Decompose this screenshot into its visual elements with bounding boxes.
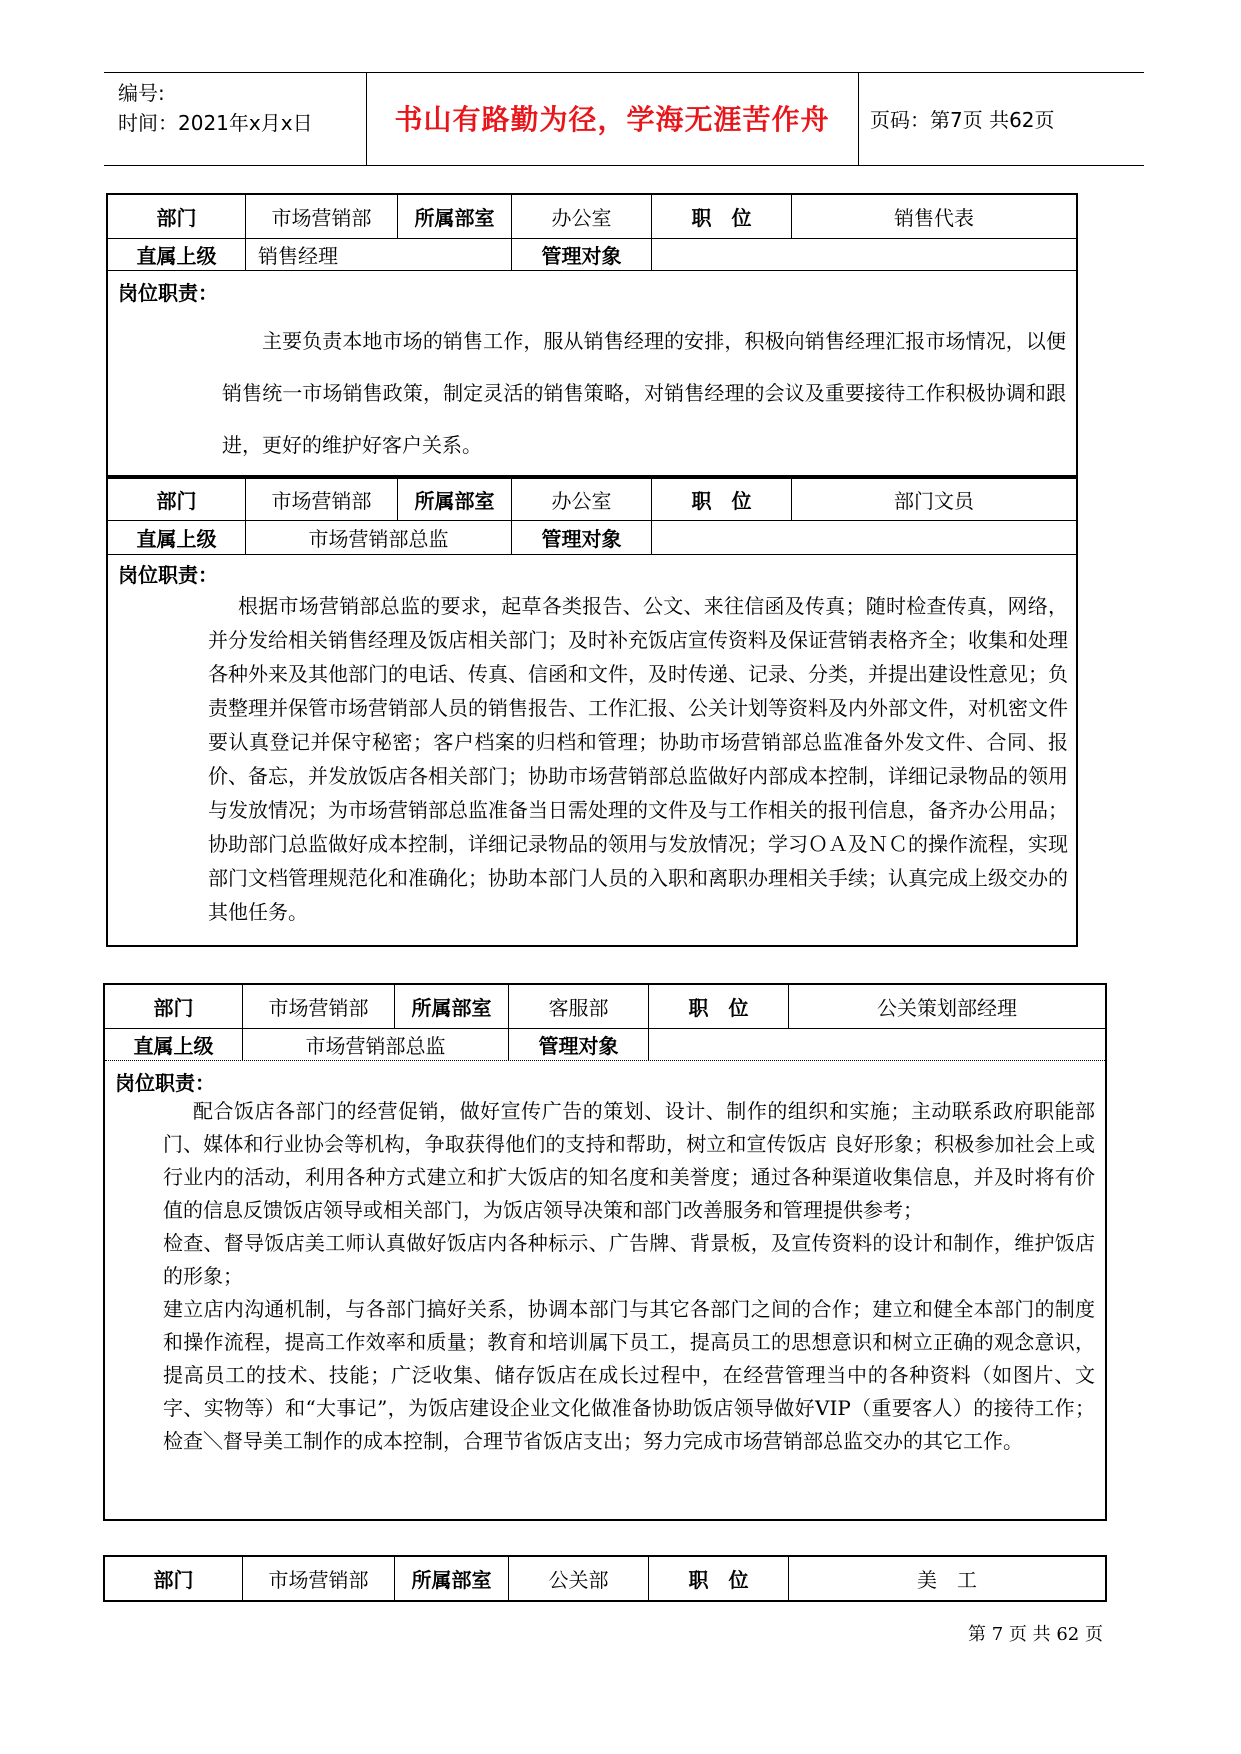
page-footer: 第 7 页 共 62 页	[968, 1624, 1103, 1645]
supervisor-value: 市场营销部总监	[243, 1029, 509, 1060]
duties-label: 岗位职责：	[118, 563, 218, 587]
block-row-dept	[105, 1557, 1105, 1600]
position-value: 美 工	[917, 1568, 977, 1592]
section-value: 公关部	[509, 1557, 649, 1600]
header-top-rule	[104, 72, 1144, 73]
section-label: 所属部室	[398, 195, 512, 238]
supervisor-label: 直属上级	[108, 521, 246, 554]
dept-value: 市场营销部	[246, 479, 398, 520]
position-value: 部门文员	[894, 489, 974, 513]
dept-label: 部门	[105, 985, 243, 1028]
dept-value: 市场营销部	[243, 1557, 395, 1600]
header-divider	[858, 72, 859, 166]
supervisor-value: 销售经理	[246, 239, 512, 270]
job-block-dept-clerk	[106, 477, 1078, 947]
position-label: 职 位	[649, 985, 789, 1028]
header-meta	[118, 78, 313, 138]
section-label: 所属部室	[395, 1557, 509, 1600]
job-block-pr-manager	[103, 983, 1107, 1521]
position-label: 职 位	[652, 479, 792, 520]
supervisor-label: 直属上级	[108, 239, 246, 270]
supervisor-value: 市场营销部总监	[246, 521, 512, 554]
manages-value	[652, 239, 1076, 270]
position-value: 公关策划部经理	[877, 996, 1017, 1020]
dept-value: 市场营销部	[246, 195, 398, 238]
duties-label: 岗位职责：	[118, 281, 218, 305]
section-value: 办公室	[512, 195, 652, 238]
block-row-supervisor	[108, 521, 1076, 555]
duties-paragraph: 建立店内沟通机制，与各部门搞好关系，协调本部门与其它各部门之间的合作；建立和健全本部门的制度和操作流程，提高工作效率和质量；教育和培训属下员工，提高员工的思想意识和树立正确的观念意识，提高员工的技术、技能；广泛收集、储存饭店在成长过程中，在经营管理当中的各种资料（如图片、文字、实物等）和“大事记”，为饭店建设企业文化做准备协助饭店领导做好VIP（重要客人）的接待工作；检查＼督导美工制作的成本控制，合理节省饭店支出；努力完成市场营销部总监交办的其它工作。	[163, 1297, 1095, 1453]
duties-paragraph: 配合饭店各部门的经营促销，做好宣传广告的策划、设计、制作的组织和实施；主动联系政府职能部门、媒体和行业协会等机构，争取获得他们的支持和帮助，树立和宣传饭店 良好形象；积极参加社会上或行业内的活动，利用各种方式建立和扩大饭店的知名度和美誉度；通过各种渠道收集信息，并及时将有价值的信息反馈饭店领导或相关部门，为饭店领导决策和部门改善服务和管理提供参考；	[163, 1099, 1095, 1222]
duties-text: 根据市场营销部总监的要求，起草各类报告、公文、来往信函及传真；随时检查传真，网络，并分发给相关销售经理及饭店相关部门；及时补充饭店宣传资料及保证营销表格齐全；收集和处理各种外来及其他部门的电话、传真、信函和文件，及时传递、记录、分类，并提出建设性意见；负责整理并保管市场营销部人员的销售报告、工作汇报、公关计划等资料及内外部文件，对机密文件要认真登记并保守秘密；客户档案的归档和管理；协助市场营销部总监准备外发文件、合同、报价、备忘，并发放饭店各相关部门；协助市场营销部总监做好内部成本控制，详细记录物品的领用与发放情况；为市场营销部总监准备当日需处理的文件及与工作相关的报刊信息，备齐办公用品；协助部门总监做好成本控制，详细记录物品的领用与发放情况；学习ＯＡ及ＮＣ的操作流程，实现部门文档管理规范化和准确化；协助本部门人员的入职和离职办理相关手续；认真完成上级交办的其他任务。	[208, 594, 1068, 924]
header-bottom-rule	[104, 165, 1144, 166]
duties-label: 岗位职责：	[115, 1071, 215, 1095]
job-block-artist	[103, 1555, 1107, 1602]
position-label: 职 位	[652, 195, 792, 238]
manages-label: 管理对象	[512, 521, 652, 554]
page-header	[104, 72, 1144, 166]
block-row-dept	[108, 479, 1076, 521]
dept-label: 部门	[105, 1557, 243, 1600]
serial-label: 编号:	[118, 81, 165, 105]
header-divider	[366, 72, 367, 166]
job-block-sales-rep	[106, 193, 1078, 477]
manages-label: 管理对象	[509, 1029, 649, 1060]
block-row-supervisor	[108, 239, 1076, 271]
position-label: 职 位	[649, 1557, 789, 1600]
header-motto: 书山有路勤为径，学海无涯苦作舟	[394, 103, 830, 136]
block-row-dept	[105, 985, 1105, 1029]
block-row-supervisor	[105, 1029, 1105, 1061]
time-label: 时间：2021年x月x日	[118, 111, 313, 135]
section-value: 办公室	[512, 479, 652, 520]
duties-text: 主要负责本地市场的销售工作，服从销售经理的安排，积极向销售经理汇报市场情况，以便销售统一市场销售政策，制定灵活的销售策略，对销售经理的会议及重要接待工作积极协调和跟进，更好的维护好客户关系。	[222, 329, 1066, 457]
section-value: 客服部	[509, 985, 649, 1028]
manages-label: 管理对象	[512, 239, 652, 270]
duties-paragraph: 检查、督导饭店美工师认真做好饭店内各种标示、广告牌、背景板，及宣传资料的设计和制作，维护饭店的形象；	[163, 1231, 1095, 1288]
duties-text	[163, 1095, 1095, 1458]
supervisor-label: 直属上级	[105, 1029, 243, 1060]
dept-label: 部门	[108, 479, 246, 520]
manages-value	[649, 1029, 1105, 1060]
block-row-dept	[108, 195, 1076, 239]
section-label: 所属部室	[398, 479, 512, 520]
manages-value	[652, 521, 1076, 554]
position-value: 销售代表	[894, 206, 974, 230]
header-page-number: 页码：第7页 共62页	[870, 108, 1055, 132]
dept-label: 部门	[108, 195, 246, 238]
dept-value: 市场营销部	[243, 985, 395, 1028]
section-label: 所属部室	[395, 985, 509, 1028]
